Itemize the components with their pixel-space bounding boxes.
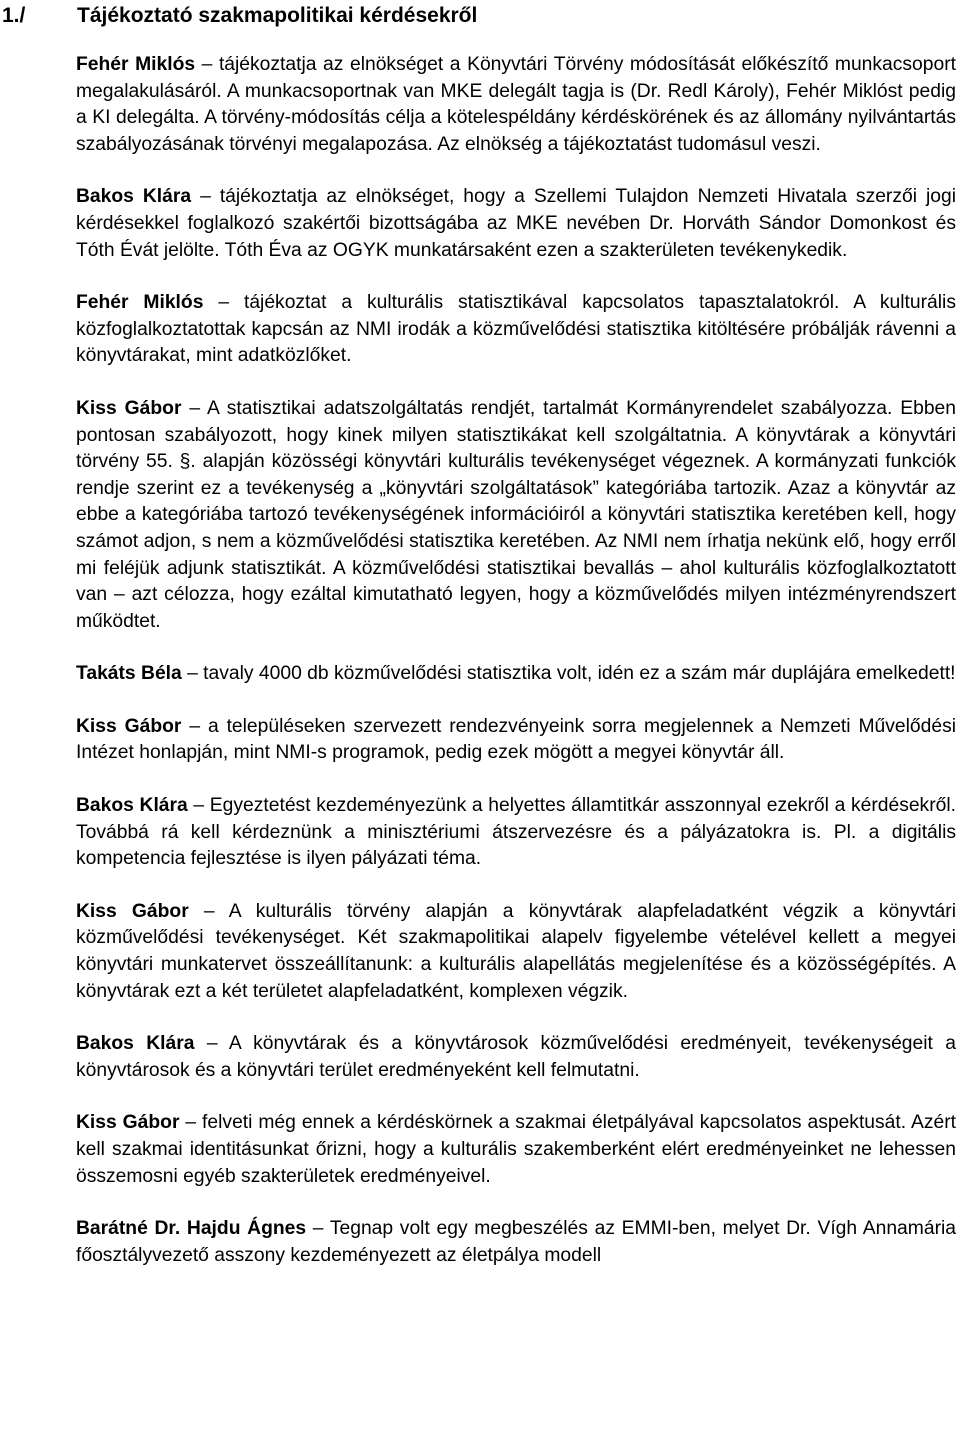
speaker-name: Bakos Klára (76, 1033, 195, 1055)
speaker-name: Kiss Gábor (76, 715, 182, 737)
paragraph (76, 1216, 956, 1269)
paragraph-text: – tavaly 4000 db közművelődési statisztika volt, idén ez a szám már duplájára emelkedett! (181, 663, 956, 685)
paragraph-text: – A kulturális törvény alapján a könyvtárak alapfeladatként végzik a könyvtári közművelődési tevékenységet. Két szakmapolitikai alapelv figyelembe vételével kellett a megyei könyvtári munkatervet összeállítanunk: a kulturális alapellátás megjelenítése és a közösségépítés. A könyvtárak ezt a két területet alapfeladatként, komplexen végzik. (76, 900, 956, 1002)
paragraph (76, 52, 956, 158)
paragraph (76, 899, 956, 1005)
paragraph (76, 290, 956, 370)
speaker-name: Fehér Miklós (76, 292, 204, 314)
paragraph-text: – tájékoztatja az elnökséget, hogy a Szellemi Tulajdon Nemzeti Hivatala szerzői jogi kérdésekkel foglalkozó szakértői bizottságába az MKE nevében Dr. Horváth Sándor Domonkost és Tóth Évát jelölte. Tóth Éva az OGYK munkatársaként ezen a szakterületen tevékenykedik. (76, 186, 957, 261)
paragraph (76, 396, 956, 635)
paragraph-text: – tájékoztatja az elnökséget a Könyvtári Törvény módosítását előkészítő munkacsoport megalakulásáról. A munkacsoportnak van MKE delegált tagja is (Dr. Redl Károly), Fehér Miklóst pedig a KI delegálta. A törvény-módosítás célja a kötelespéldány kérdéskörének és az állomány nyilvántartás szabályozásának törvényi megalapozása. Az elnökség a tájékoztatást tudomásul veszi. (76, 54, 956, 155)
speaker-name: Kiss Gábor (76, 900, 189, 922)
paragraph-text: – tájékoztat a kulturális statisztikával kapcsolatos tapasztalatokról. A kulturális közfoglalkoztatottak kapcsán az NMI irodák a közművelődési statisztika kitöltésére próbálják rávenni a könyvtárakat, mint adatközlőket. (76, 292, 956, 367)
speaker-name: Takáts Béla (76, 663, 182, 685)
paragraph-text: – a településeken szervezett rendezvényeink sorra megjelennek a Nemzeti Művelődési Intézet honlapján, mint NMI-s programok, pedig ezek mögött a megyei könyvtár áll. (76, 715, 957, 764)
paragraph-text: – A statisztikai adatszolgáltatás rendjét, tartalmát Kormányrendelet szabályozza. Ebben pontosan szabályozott, hogy kinek milyen statisztikákat kell szolgáltatnia. A könyvtárak a könyvtári törvény 55. §. alapján közösségi könyvtári kulturális tevékenységet végeznek. A kormányzati funkciók rendje szerint ez a tevékenység a „könyvtári szolgáltatások” kategóriába tartozik. Azaz a könyvtár az ebbe a kategóriába tartozó tevékenységének információiról a könyvtári statisztika keretében kell, hogy számot adjon, s nem a közművelődési statisztika keretében. Az NMI nem írhatja nekünk elő, hogy erről mi feléjük adjunk statisztikát. A közművelődési statisztikai bevallás – ahol kulturális közfoglalkoztatott van – azt célozza, hogy ezáltal kimutatható legyen, hogy a közművelődés milyen intézményrendszert működtet. (76, 397, 956, 632)
document-body (76, 52, 956, 1295)
paragraph-text: – A könyvtárak és a könyvtárosok közművelődési eredményeit, tevékenységeit a könyvtárosok és a könyvtári terület eredményeként kell felmutatni. (76, 1033, 956, 1081)
paragraph (76, 793, 956, 873)
speaker-name: Bakos Klára (76, 795, 188, 817)
paragraph (76, 184, 956, 264)
paragraph-text: – Egyeztetést kezdeményezünk a helyettes államtitkár asszonnyal ezekről a kérdésekről. Továbbá rá kell kérdeznünk a minisztériumi átszervezésre és a pályázatokra is. Pl. a digitális kompetencia fejlesztése is ilyen pályázati téma. (76, 795, 956, 870)
speaker-name: Kiss Gábor (76, 1112, 180, 1134)
paragraph-text: – Tegnap volt egy megbeszélés az EMMI-ben, melyet Dr. Vígh Annamária főosztályvezető asszony kezdeményezett az életpálya modell (76, 1218, 956, 1266)
speaker-name: Barátné Dr. Hajdu Ágnes (76, 1218, 307, 1240)
speaker-name: Fehér Miklós (76, 54, 196, 75)
speaker-name: Bakos Klára (76, 186, 192, 208)
paragraph (76, 661, 956, 688)
speaker-name: Kiss Gábor (76, 397, 182, 419)
paragraph (76, 1031, 956, 1084)
paragraph-text: – felveti még ennek a kérdéskörnek a szakmai életpályával kapcsolatos aspektusát. Azért kell szakmai identitásunkat őrizni, hogy a kulturális szakemberként elért eredményeinket ne lehessen összemosni egyéb szakterületek eredményeivel. (76, 1112, 956, 1187)
paragraph (76, 714, 956, 767)
section-title: Tájékoztató szakmapolitikai kérdésekről (77, 4, 478, 27)
section-number: 1./ (2, 4, 26, 27)
paragraph (76, 1110, 956, 1190)
